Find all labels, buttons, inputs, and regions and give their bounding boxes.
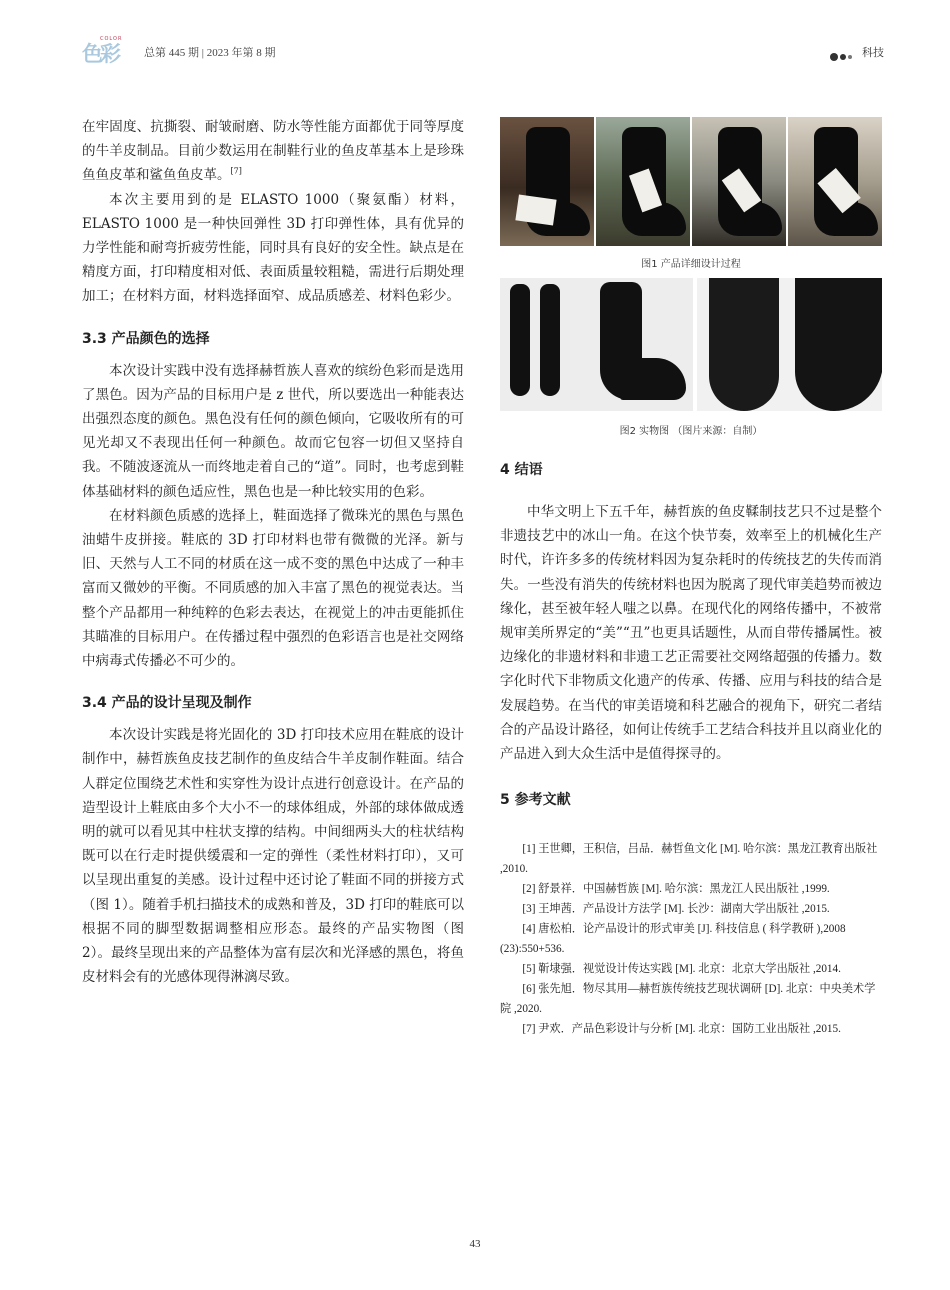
reference-item: [2] 舒景祥．中国赫哲族 [M]. 哈尔滨：黑龙江人民出版社 ,1999. [522, 883, 830, 895]
figure-1-image [500, 117, 882, 246]
reference-item: [4] 唐松柏．论产品设计的形式审美 [J]. 科技信息 ( 科学教研 ),2008 (23):550+536. [500, 923, 846, 955]
right-column [500, 458, 882, 812]
reference-item: [1] 王世卿，王积信，吕品．赫哲鱼文化 [M]. 哈尔滨：黑龙江教育出版社 ,2010. [500, 843, 878, 875]
design-step-3 [692, 117, 786, 246]
figure-2-image [500, 278, 882, 411]
design-step-2 [596, 117, 690, 246]
reference-item: [6] 张先旭．物尽其用—赫哲族传统技艺现状调研 [D]. 北京：中央美术学院 ,2020. [500, 983, 876, 1015]
paragraph-1-text: 在牢固度、抗撕裂、耐皱耐磨、防水等性能方面都优于同等厚度的牛羊皮制品。目前少数运用在制鞋行业的鱼皮革基本上是珍珠鱼鱼皮革和鲨鱼鱼皮革。 [82, 119, 464, 184]
design-step-4 [788, 117, 882, 246]
paragraph-3: 本次设计实践中没有选择赫哲族人喜欢的缤纷色彩而是选用了黑色。因为产品的目标用户是 z 世代，所以要选出一种能表达出强烈态度的颜色。黑色没有任何的颜色倾向，它吸收所有的可见光却又不表现出任何一种颜色。故而它包容一切但又坚持自我。不随波逐流从一而终地走着自己的“道”。同时，也考虑到鞋体基础材料的颜色适应性，黑色也是一种比较实用的色彩。 [82, 362, 464, 500]
section-label: 科技 [862, 46, 884, 59]
reference-item: [3] 王坤茜．产品设计方法学 [M]. 长沙：湖南大学出版社 ,2015. [522, 903, 830, 915]
heading-4: 4 结语 [500, 462, 543, 478]
reference-item: [5] 靳埭强．视觉设计传达实践 [M]. 北京：北京大学出版社 ,2014. [522, 963, 841, 975]
paragraph-1 [82, 115, 464, 188]
heading-3-3: 3.3 产品颜色的选择 [82, 330, 210, 347]
design-step-1 [500, 117, 594, 246]
paragraph-5: 本次设计实践是将光固化的 3D 打印技术应用在鞋底的设计制作中，赫哲族鱼皮技艺制作的鱼皮结合牛羊皮制作鞋面。结合人群定位围绕艺术性和实穿性为设计点进行创意设计。在产品的造型设计上鞋底由多个大小不一的球体组成，外部的球体做成透明的就可以看见其中柱状支撑的结构。中间细两头大的柱状结构既可以在行走时提供缓震和一定的弹性（柔性材料打印），又可以呈现出重复的美感。设计过程中还讨论了鞋面不同的拼接方式（图 1）。随着手机扫描技术的成熟和普及，3D 打印的鞋底可以根据不同的脚型数据调整相应形态。最终的产品实物图（图 2）。最终呈现出来的产品整体为富有层次和光泽感的黑色，将鱼皮材料会有的光感体现得淋漓尽致。 [82, 727, 464, 986]
product-photo-detail [697, 278, 882, 411]
issue-info: 总第 445 期 | 2023 年第 8 期 [144, 47, 276, 59]
left-column [82, 115, 464, 990]
references-list [500, 839, 882, 1039]
paragraph-2: 本次主要用到的是 ELASTO 1000（聚氨酯）材料，ELASTO 1000 是一种快回弹性 3D 打印弹性体，具有优异的力学性能和耐弯折疲劳性能，同时具有良好的安全性。缺点是在精度方面，打印精度相对低、表面质量较粗糙，需进行后期处理加工；在材料方面，材料选择面窄、成品质感差、材料色彩少。 [82, 191, 464, 305]
journal-logo [82, 36, 132, 64]
decorative-dots-icon [830, 46, 854, 56]
paragraph-4: 在材料颜色质感的选择上，鞋面选择了微珠光的黑色与黑色油蜡牛皮拼接。鞋底的 3D 打印材料也带有微微的光泽。新与旧、天然与人工不同的材质在这一成不变的黑色中达成了一种丰富而又微妙的平衡。不同质感的加入丰富了黑色的视觉表达。当整个产品都用一种纯粹的色彩去表达，在视觉上的冲击更能抓住其瞄准的目标用户。在传播过程中强烈的色彩语言也是社交网络中病毒式传播必不可少的。 [82, 507, 464, 670]
product-photo-pair [500, 278, 693, 411]
heading-3-4: 3.4 产品的设计呈现及制作 [82, 695, 252, 712]
citation-ref: [7] [230, 166, 242, 176]
figure-2-caption: 图2 实物图 （图片来源：自制） [619, 426, 763, 437]
logo-subtext: COLOR [100, 36, 123, 42]
heading-5: 5 参考文献 [500, 792, 571, 809]
page-number: 43 [469, 1238, 481, 1250]
reference-item: [7] 尹欢．产品色彩设计与分析 [M]. 北京：国防工业出版社 ,2015. [522, 1023, 841, 1035]
figure-1-caption: 图1 产品详细设计过程 [641, 259, 741, 270]
paragraph-6: 中华文明上下五千年，赫哲族的鱼皮鞣制技艺只不过是整个非遗技艺中的冰山一角。在这个快节奏，效率至上的机械化生产时代，许许多多的传统材料因为复杂耗时的传统技艺的失传而消失。一些没有消失的传统材料也因为脱离了现代审美趋势而被边缘化，甚至被年轻人嗤之以鼻。在现代化的网络传播中，不被常规审美所界定的“美”“丑”也更具话题性，从而自带传播属性。被边缘化的非遗材料和非遗工艺正需要社交网络超强的传播力。数字化时代下非物质文化遗产的传承、传播、应用与科技的结合是发展趋势。在当代的审美语境和科艺融合的视角下，研究二者结合的产品设计路径，如何让传统手工艺结合科技并且以商业化的产品进入到大众生活中是值得探寻的。 [500, 504, 882, 763]
logo-text: 色彩 [82, 42, 118, 66]
